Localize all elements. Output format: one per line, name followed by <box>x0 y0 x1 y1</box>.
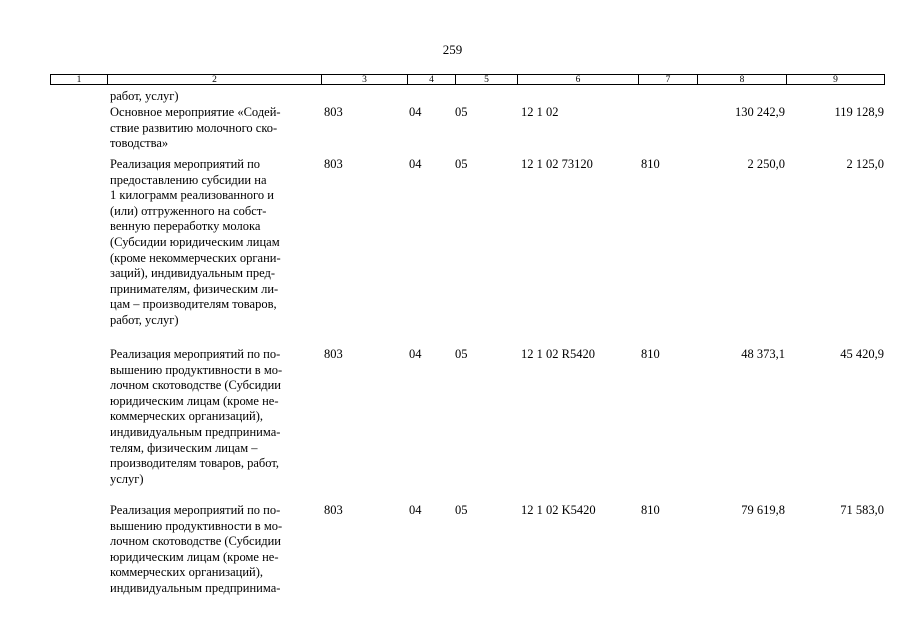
row-name: Реализация мероприятий по по- вышению продуктивности в мо- лочном скотоводстве (Субсидии юридическим лицам (кроме не- коммерческих организаций), индивидуальным предпринима- <box>110 503 283 595</box>
header-col-4: 4 <box>408 75 456 84</box>
header-col-8: 8 <box>698 75 787 84</box>
header-col-6: 6 <box>518 75 639 84</box>
cell-code-6: 12 1 02 R5420 <box>521 347 595 361</box>
cell-code-5: 05 <box>455 157 468 171</box>
cell-code-4: 04 <box>409 503 422 517</box>
cell-amount-9: 2 125,0 <box>846 157 884 171</box>
cell-amount-9: 119 128,9 <box>834 105 884 119</box>
cell-code-3: 803 <box>324 347 343 361</box>
cell-code-7: 810 <box>641 157 660 171</box>
header-col-5: 5 <box>456 75 518 84</box>
cell-code-4: 04 <box>409 157 422 171</box>
cell-code-3: 803 <box>324 157 343 171</box>
cell-code-7: 810 <box>641 503 660 517</box>
cell-amount-9: 71 583,0 <box>840 503 884 517</box>
cell-code-7: 810 <box>641 347 660 361</box>
cell-code-5: 05 <box>455 347 468 361</box>
table-header <box>50 74 885 85</box>
cell-code-4: 04 <box>409 105 422 119</box>
row-name: Основное мероприятие «Содей- ствие развитию молочного ско- товодства» <box>110 105 281 151</box>
row-name: Реализация мероприятий по предоставлению субсидии на 1 килограмм реализованного и (или) отгруженного на собст- венную переработку молока (Субсидии юридическим лицам (кроме некоммерческих органи- заций), индивидуальным пред- принимателям, физическим ли- цам – производителям товаров, работ, услуг) <box>110 157 281 327</box>
cell-amount-9: 45 420,9 <box>840 347 884 361</box>
cell-code-3: 803 <box>324 105 343 119</box>
cell-code-6: 12 1 02 <box>521 105 559 119</box>
header-col-7: 7 <box>639 75 698 84</box>
header-col-9: 9 <box>833 75 838 85</box>
cell-amount-8: 2 250,0 <box>747 157 785 171</box>
cell-amount-8: 48 373,1 <box>741 347 785 361</box>
header-col-1: 1 <box>51 75 108 84</box>
row-name: работ, услуг) <box>110 89 179 103</box>
cell-code-5: 05 <box>455 503 468 517</box>
row-name: Реализация мероприятий по по- вышению продуктивности в мо- лочном скотоводстве (Субсидии юридическим лицам (кроме не- коммерческих организаций), индивидуальным предпринима- телям, физическим лицам – производителям товаров, работ, услуг) <box>110 347 283 486</box>
cell-code-4: 04 <box>409 347 422 361</box>
cell-code-3: 803 <box>324 503 343 517</box>
header-col-3: 3 <box>322 75 408 84</box>
cell-code-6: 12 1 02 73120 <box>521 157 593 171</box>
header-col-2: 2 <box>108 75 322 84</box>
page-number: 259 <box>442 42 463 57</box>
cell-code-6: 12 1 02 K5420 <box>521 503 596 517</box>
cell-code-5: 05 <box>455 105 468 119</box>
cell-amount-8: 130 242,9 <box>735 105 785 119</box>
cell-amount-8: 79 619,8 <box>741 503 785 517</box>
